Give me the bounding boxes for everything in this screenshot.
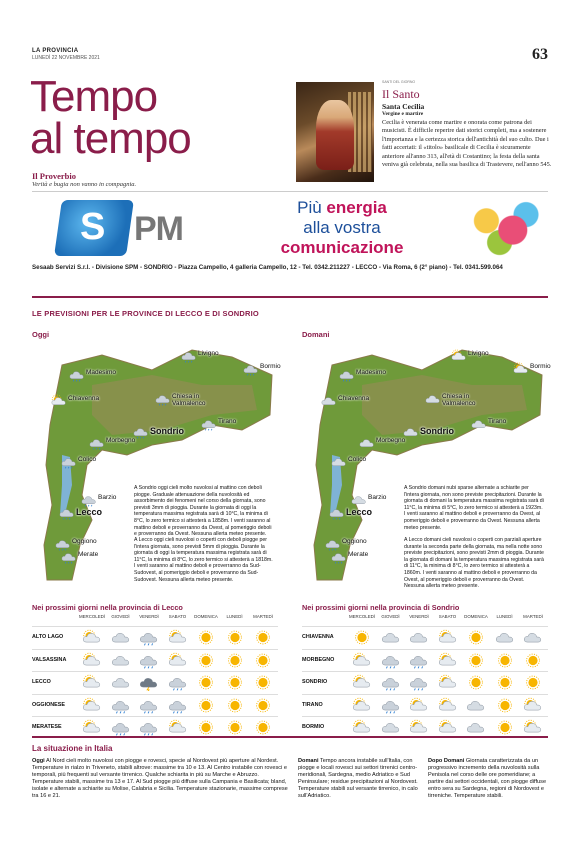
cloud-icon [320, 394, 338, 408]
saint-name: Santa Cecilia [382, 102, 425, 111]
saint-section-title: Il Santo [382, 87, 420, 101]
masthead [32, 48, 548, 61]
rain-icon [68, 368, 86, 382]
sun-cloud-icon [408, 719, 430, 737]
sun-cloud-icon [351, 652, 373, 670]
sun-cloud-icon [437, 697, 459, 715]
rain-icon [154, 392, 172, 406]
sun-cloud-icon [81, 697, 103, 715]
paint-splash-graphic [460, 196, 548, 258]
cloud-icon [358, 436, 376, 450]
forecast-row [302, 626, 548, 648]
cloud-icon [330, 455, 348, 469]
rain-icon [60, 550, 78, 564]
logo-letter-s: S [80, 206, 104, 248]
town-label: Sondrio [150, 426, 184, 436]
sun-cloud-icon [512, 362, 530, 376]
forecast-location: ALTO LAGO [32, 634, 64, 640]
newspaper-name: LA PROVINCIA [32, 48, 79, 54]
tomorrow-lecco-text: A Lecco domani cieli nuvolosi o coperti con parziali aperture durante la seconda parte della giornata, ma nella notte sono previste precipitazioni, sono previsti 2mm di pioggia. Durante la giornata di domani la temperatura massima registrata sarà di 11°C, la minima di 8°C, lo zero termico si attesterà a 1860m. I venti saranno al mattino deboli e proverranno da Ovest, al pomeriggio deboli e proverranno da Ovest. Nessuna allerta meteo presente. [404, 537, 544, 590]
cloud-icon [465, 697, 487, 715]
sun-icon [195, 652, 217, 670]
italy-section-title: La situazione in Italia [32, 744, 113, 753]
forecast-location: OGGIONESE [32, 701, 65, 708]
sun-cloud-icon [437, 674, 459, 692]
sun-icon [252, 697, 274, 715]
forecast-day-label: DOMENICA [464, 614, 488, 619]
rain-icon [138, 697, 160, 715]
sun-cloud-icon [522, 719, 544, 737]
sun-icon [494, 719, 516, 737]
forecast-row [32, 649, 278, 671]
sun-icon [252, 652, 274, 670]
sun-cloud-icon [81, 719, 103, 737]
italy-after-tomorrow-text: Giornata caratterizzata da un progressivo incremento della nuvolosità sulla Penisola nel corso delle ore pomeridiane; a partire dai settori occidentali, con piogge diffuse entro sera su Sardegna, regioni di Nordovest e tirreniche. Temperature stabili. [428, 758, 547, 799]
rain-icon [200, 417, 218, 431]
town-label: Colico [348, 456, 367, 463]
rain-icon [180, 349, 198, 363]
today-lecco-text: A Lecco oggi cieli nuvolosi o coperti con deboli piogge per l'intera giornata, sono previsti 5mm di pioggia. Durante la giornata di oggi la temperatura massima registrata sarà di 11°C, la minima di 8°C, lo zero termico si attesterà a 1818m. I venti saranno al mattino deboli e proverranno da Sud-Sudovest, al pomeriggio deboli e proverranno da Sud-Sudovest. Nessuna allerta meteo presente. [134, 537, 273, 583]
cloud-icon [470, 417, 488, 431]
sun-cloud-icon [450, 349, 468, 363]
forecast-day-label: SABATO [438, 614, 457, 619]
forecast-row [32, 626, 278, 648]
ad-slogan [232, 198, 452, 258]
italy-today-label: Oggi [32, 758, 45, 764]
rain-icon [408, 674, 430, 692]
spm-advertisement [32, 191, 548, 279]
proverb-text: Verità e bugia non vanno in compagnia. [32, 181, 137, 188]
sun-icon [224, 697, 246, 715]
sun-icon [494, 674, 516, 692]
rain-icon [380, 652, 402, 670]
sun-icon [494, 652, 516, 670]
spm-logo [58, 200, 212, 254]
cloud-icon [465, 719, 487, 737]
title-line-2: al tempo [30, 114, 191, 163]
forecast-location: VALSASSINA [32, 656, 67, 663]
forecast-days-header [32, 614, 278, 624]
forecast-day-label: GIOVEDÌ [111, 614, 130, 619]
rain-icon [408, 652, 430, 670]
cloud-icon [424, 392, 442, 406]
rain-icon [328, 506, 346, 520]
sun-cloud-icon [351, 674, 373, 692]
forecast-row [302, 671, 548, 693]
sun-cloud-icon [81, 674, 103, 692]
rain-icon [167, 697, 189, 715]
cloud-icon [110, 652, 132, 670]
title-line-1: Tempo [30, 72, 158, 121]
forecast-row [32, 716, 278, 738]
town-label: Colico [78, 456, 97, 463]
forecast-day-label: VENERDÌ [139, 614, 159, 619]
sun-cloud-icon [351, 719, 373, 737]
rain-icon [138, 719, 160, 737]
sondrio-next-days-title: Nei prossimi giorni nella provincia di Sondrio [302, 603, 460, 612]
sun-cloud-icon [437, 629, 459, 647]
forecast-day-label: MERCOLEDÌ [348, 614, 376, 619]
town-label: Tirano [488, 418, 507, 425]
sun-icon [465, 674, 487, 692]
sun-icon [224, 719, 246, 737]
sun-icon [465, 652, 487, 670]
town-label: Chiavenna [338, 395, 370, 402]
saint-kicker: SANTI DEL GIORNO [382, 80, 416, 84]
town-label: Sondrio [420, 426, 454, 436]
italy-tomorrow-text: Tempo ancora instabile sull'Italia, con piogge e locali rovesci sui settori tirrenici centro-meridionali, Sardegna, medio Adriatico e Sud Peninsulare; residue precipitazioni al Nordovest. Temperature stabili sul versante tirrenico, in calo sull'Adriatico. [298, 758, 418, 799]
town-label: Morbegno [106, 437, 136, 444]
rain-icon [110, 697, 132, 715]
rain-icon [380, 674, 402, 692]
storm-cloud-icon [138, 674, 160, 692]
tomorrow-sondrio-text: A Sondrio domani nubi sparse alternate a schiarite per l'intera giornata, non sono previste precipitazioni. Durante la giornata di domani la temperatura massima registrata sarà di 11°C, la minima di 5°C, lo zero termico si attesterà a 1923m. I venti saranno al mattino deboli e proverranno da Ovest, al pomeriggio deboli e proverranno da Ovest. Nessuna allerta meteo presente. [404, 485, 544, 531]
forecast-day-label: LUNEDÌ [496, 614, 513, 619]
rain-icon [54, 537, 72, 551]
slogan-middle: alla vostra [303, 218, 381, 237]
town-label: Oggiono [72, 538, 97, 545]
rain-icon [138, 629, 160, 647]
town-label: Merate [348, 551, 369, 558]
forecast-location: TIRANO [302, 701, 323, 708]
slogan-pre: Più [297, 198, 327, 217]
sun-icon [494, 697, 516, 715]
sun-cloud-icon [522, 697, 544, 715]
sun-cloud-icon [50, 394, 68, 408]
sun-cloud-icon [351, 697, 373, 715]
proverb-heading: Il Proverbio [32, 171, 76, 181]
town-label: Oggiono [342, 538, 367, 545]
cloud-icon [350, 493, 368, 507]
forecast-day-label: MARTEDÌ [523, 614, 543, 619]
rain-icon [330, 550, 348, 564]
sun-cloud-icon [167, 629, 189, 647]
forecast-location: CHIAVENNA [302, 634, 334, 640]
sun-cloud-icon [81, 652, 103, 670]
cloud-icon [494, 629, 516, 647]
town-label: Bormio [530, 363, 551, 370]
rain-icon [338, 368, 356, 382]
rain-icon [60, 455, 78, 469]
cloud-icon [408, 629, 430, 647]
rain-icon [80, 493, 98, 507]
town-label: Chiesa in Valmalenco [442, 393, 476, 407]
town-label: Barzio [98, 494, 117, 501]
town-label: Chiesa in Valmalenco [172, 393, 206, 407]
rain-icon [380, 697, 402, 715]
rain-icon [88, 436, 106, 450]
town-label: Madesimo [86, 369, 116, 376]
saint-cecilia-painting [296, 82, 374, 182]
forecast-day-label: DOMENICA [194, 614, 218, 619]
sun-cloud-icon [408, 697, 430, 715]
forecast-day-label: MERCOLEDÌ [78, 614, 106, 619]
town-label: Lecco [346, 507, 373, 517]
forecast-day-label: LUNEDÌ [226, 614, 243, 619]
sun-cloud-icon [167, 719, 189, 737]
section-divider [32, 736, 548, 738]
page-number: 63 [532, 46, 548, 63]
sun-icon [252, 629, 274, 647]
sun-cloud-icon [437, 719, 459, 737]
ad-address: Sesaab Servizi S.r.l. - Divisione SPM - SONDRIO - Piazza Campello, 4 galleria Campello, 12 - Tel. 0342.211227 - LECCO - Via Roma, 6 (2° piano) - Tel. 0341.599.064 [32, 264, 503, 271]
town-label: Lecco [76, 507, 103, 517]
sun-cloud-icon [437, 652, 459, 670]
forecast-section-title: LE PREVISIONI PER LE PROVINCE DI LECCO E DI SONDRIO [32, 309, 259, 318]
sun-icon [224, 629, 246, 647]
sun-cloud-icon [81, 629, 103, 647]
saint-body: Cecilia è venerata come martire e onorata come patrona dei musicisti. È difficile reperire dati storici completi, ma a sostenere l'importanza e la certezza storica dell'antichità del suo culto. Due i fatti accertati: il «titolo» basilicale di Cecilia è sicuramente anteriore all'anno 313, all'età di Costantino; la festa della santa veniva già celebrata, nella sua basilica di Trastevere, nell'anno 545. [382, 119, 552, 169]
forecast-location: SONDRIO [302, 679, 328, 685]
rain-icon [324, 537, 342, 551]
italy-tomorrow [298, 758, 418, 800]
italy-tomorrow-label: Domani [298, 758, 319, 764]
rain-icon [138, 652, 160, 670]
sun-icon [522, 674, 544, 692]
forecast-row [302, 716, 548, 738]
town-label: Livigno [198, 350, 219, 357]
slogan-highlight-energy: energia [326, 198, 387, 217]
forecast-row [302, 649, 548, 671]
saint-figure-shape [316, 100, 354, 170]
saint-subtitle: Vergine e martire [382, 111, 424, 117]
sun-icon [522, 652, 544, 670]
sun-icon [195, 697, 217, 715]
forecast-day-label: MARTEDÌ [253, 614, 273, 619]
cloud-icon [380, 629, 402, 647]
today-sondrio-text: A Sondrio oggi cieli molto nuvolosi al mattino con deboli piogge. Graduale attenuazione della nuvolosità ed assorbimento dei fenomeni nel corso della giornata, sono previsti 3mm di pioggia. Durante la giornata di oggi la temperatura massima registrata sarà di 10°C, la minima di 8°C, lo zero termico si attesterà a 1858m. I venti saranno al mattino deboli e proverranno da Ovest, al pomeriggio deboli e proverranno da Ovest. Nessuna allerta meteo presente. [134, 485, 272, 538]
italy-today [32, 758, 288, 800]
town-label: Morbegno [376, 437, 406, 444]
forecast-day-label: GIOVEDÌ [381, 614, 400, 619]
sun-cloud-icon [167, 652, 189, 670]
lecco-next-days-title: Nei prossimi giorni nella provincia di Lecco [32, 603, 183, 612]
town-label: Chiavenna [68, 395, 100, 402]
italy-after-tomorrow-label: Dopo Domani [428, 758, 465, 764]
cloud-icon [110, 629, 132, 647]
rain-icon [242, 362, 260, 376]
forecast-days-header [302, 614, 548, 624]
town-label: Merate [78, 551, 99, 558]
page-title [30, 72, 280, 163]
sun-icon [195, 674, 217, 692]
forecast-location: MORBEGNO [302, 656, 335, 663]
italy-today-text: Al Nord cieli molto nuvolosi con piogge e rovesci, specie al Nordovest più aperture al Nordest. Temperature in rialzo in Triveneto, stabili altrove: massime tra 10 e 13. Al Centro instabile con rovesci e temporali, più frequenti sul versante tirrenico. Qualche schiarita in più su Marche e Abruzzo. Temperature stabili, massime tra 13 e 17. Al Sud piogge più diffuse sulla Campania e Basilicata; bland, isolate e alternate a schiarite su Molise, Calabria e Sicilia. Temperature stazionarie, massime comprese tra 16 e 21. [32, 758, 288, 799]
town-label: Madesimo [356, 369, 386, 376]
today-label: Oggi [32, 330, 50, 339]
rain-icon [58, 506, 76, 520]
sun-icon [252, 674, 274, 692]
logo-letters-pm: PM [134, 210, 183, 248]
cloud-icon [380, 719, 402, 737]
italy-after-tomorrow [428, 758, 548, 800]
forecast-day-label: VENERDÌ [409, 614, 429, 619]
cloud-icon [110, 674, 132, 692]
slogan-highlight-communication: comunicazione [280, 238, 404, 257]
sun-icon [465, 629, 487, 647]
rain-icon [167, 674, 189, 692]
town-label: Bormio [260, 363, 281, 370]
sun-icon [224, 674, 246, 692]
forecast-row [302, 694, 548, 716]
sun-icon [195, 719, 217, 737]
town-label: Tirano [218, 418, 237, 425]
town-label: Barzio [368, 494, 387, 501]
forecast-row [32, 694, 278, 716]
cloud-icon [522, 629, 544, 647]
issue-date: LUNEDÌ 22 NOVEMBRE 2021 [32, 55, 100, 61]
sun-icon [224, 652, 246, 670]
sun-icon [252, 719, 274, 737]
rain-icon [110, 719, 132, 737]
forecast-location: LECCO [32, 679, 51, 685]
sun-icon [351, 629, 373, 647]
forecast-location: MERATESE [32, 724, 62, 730]
sun-icon [195, 629, 217, 647]
tomorrow-label: Domani [302, 330, 330, 339]
town-label: Livigno [468, 350, 489, 357]
forecast-location: BORMIO [302, 724, 325, 730]
forecast-row [32, 671, 278, 693]
section-divider [32, 296, 548, 298]
forecast-day-label: SABATO [168, 614, 187, 619]
